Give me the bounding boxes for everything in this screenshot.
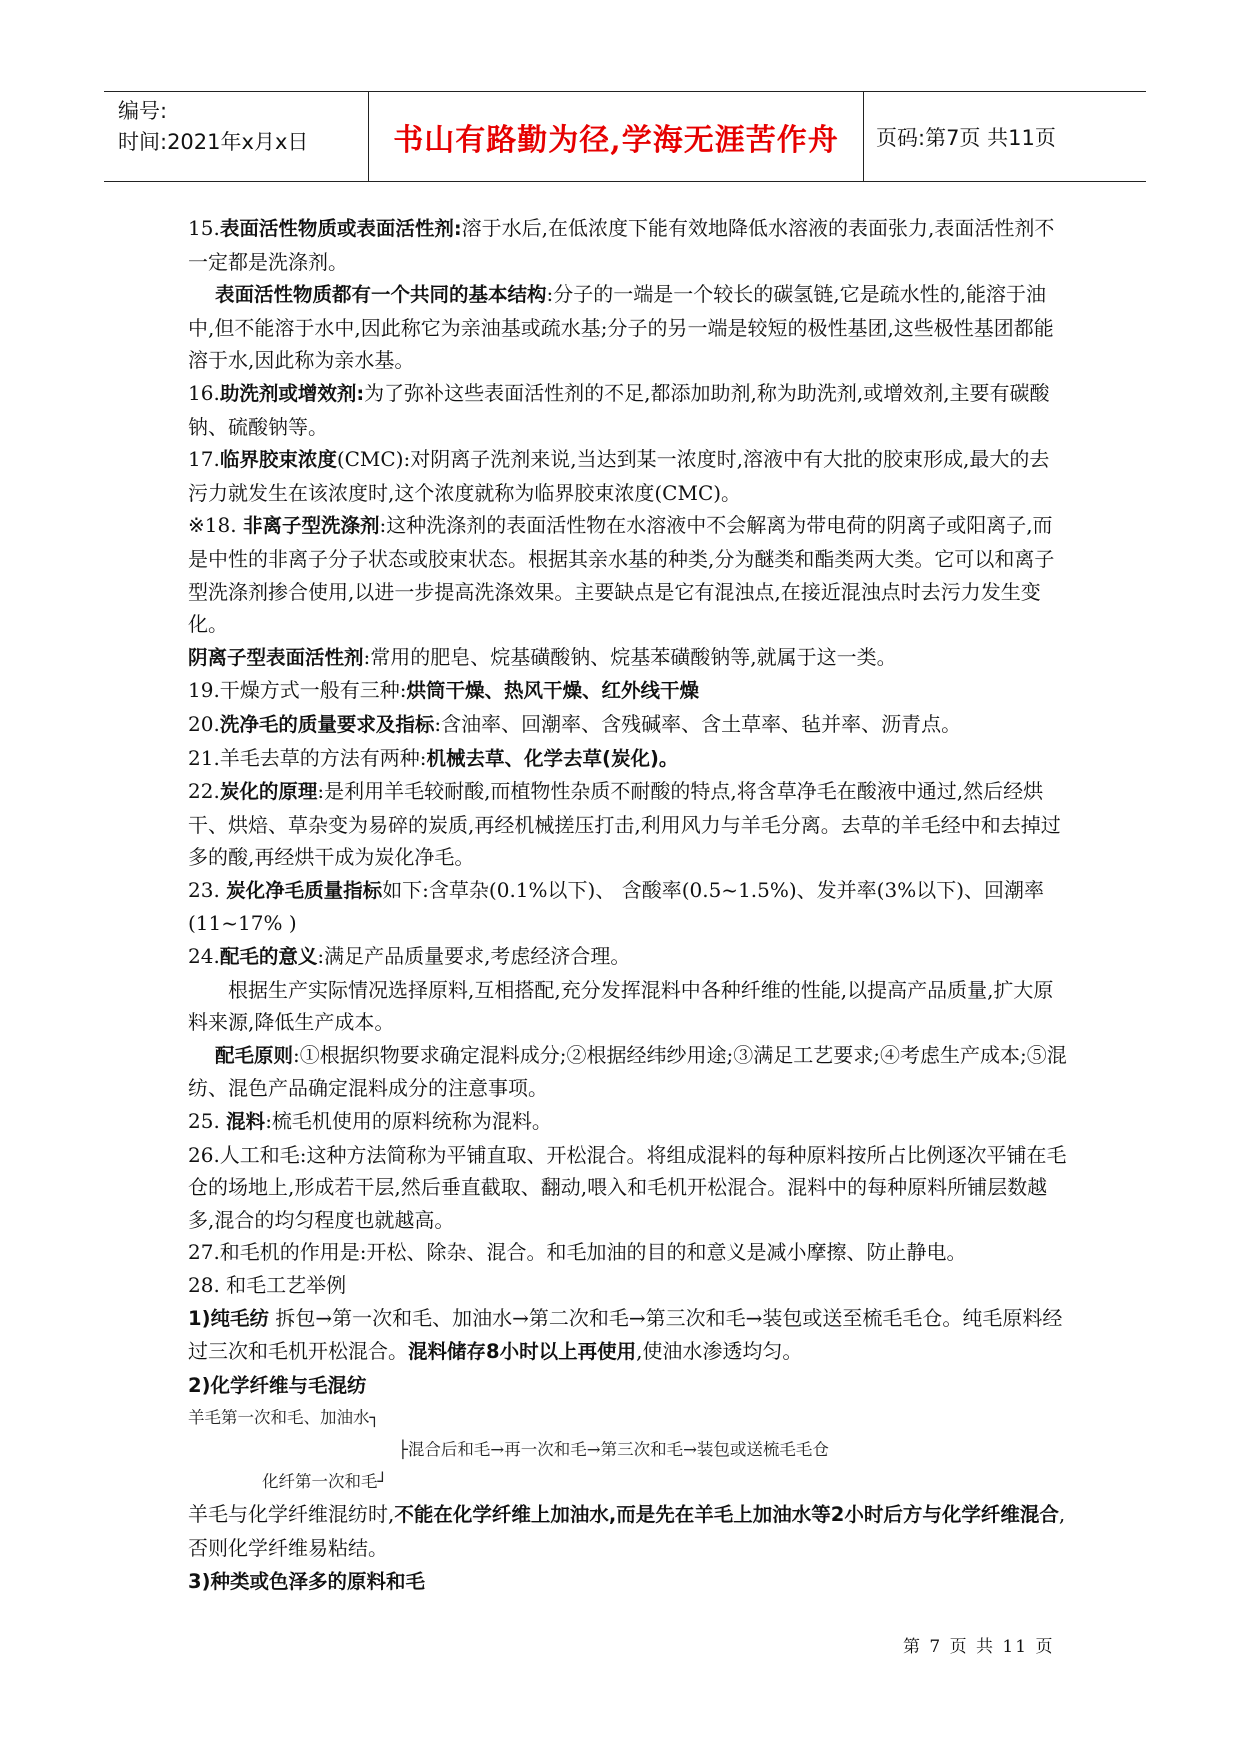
bold-text: 混料储存8小时以上再使用 — [408, 1340, 637, 1364]
paragraph-16 — [188, 377, 1068, 443]
item-number: ※18. — [188, 513, 237, 538]
paragraph-text: :含油率、回潮率、含残碱率、含土草率、毡并率、沥青点。 — [434, 711, 962, 736]
section-multi-material-heading — [188, 1565, 1068, 1599]
bold-text: 机械去草、化学去草(炭化)。 — [426, 746, 679, 770]
term-heading: 阴离子型表面活性剂 — [188, 645, 364, 669]
paragraph-text: 21.羊毛去草的方法有两种: — [188, 745, 427, 770]
process-flow-diagram — [188, 1402, 1068, 1498]
section-blend-text — [188, 1498, 1068, 1564]
paragraph-text: 羊毛与化学纤维混纺时, — [188, 1502, 395, 1527]
paragraph-15-structure — [188, 278, 1068, 377]
paragraph-text: :是利用羊毛较耐酸,而植物性杂质不耐酸的特点,将含草净毛在酸液中通过,然后经烘干、烘焙、草杂变为易碎的炭质,再经机械搓压打击,利用风力与羊毛分离。去草的羊毛经中和去掉过多的酸,再经烘干成为炭化净毛。 — [188, 779, 1061, 870]
paragraph-17 — [188, 443, 1068, 509]
paragraph-text: 28. 和毛工艺举例 — [188, 1273, 347, 1297]
term-heading: 配毛的意义 — [219, 945, 318, 969]
paragraph-text: 根据生产实际情况选择原料,互相搭配,充分发挥混料中各种纤维的性能,以提高产品质量,扩大原料来源,降低生产成本。 — [188, 977, 1054, 1035]
flow-line-merge: ├混合后和毛→再一次和毛→第三次和毛→装包或送梳毛毛仓 — [398, 1440, 829, 1460]
term-heading: 表面活性物质都有一个共同的基本结构 — [215, 283, 547, 307]
bold-text: 烘筒干燥、热风干燥、红外线干燥 — [406, 679, 700, 703]
paragraph-text: ,使油水渗透均匀。 — [636, 1339, 803, 1364]
paragraph-text: :满足产品质量要求,考虑经济合理。 — [317, 944, 631, 969]
term-heading: 表面活性物质或表面活性剂: — [219, 217, 462, 240]
item-number: 17. — [188, 447, 220, 472]
paragraph-text: 27.和毛机的作用是:开松、除杂、混合。和毛加油的目的和意义是减小摩擦、防止静电。 — [188, 1240, 967, 1265]
document-time-label: 时间:2021年x月x日 — [118, 130, 309, 154]
paragraph-21 — [188, 742, 1068, 776]
paragraph-text: 为了弥补这些表面活性剂的不足,都添加助剂,称为助洗剂,或增效剂,主要有碳酸钠、硫酸钠等。 — [188, 380, 1050, 439]
term-heading: 混料 — [226, 1110, 266, 1134]
paragraph-text: 如下:含草杂(0.1%以下)、 含酸率(0.5~1.5%)、发并率(3%以下)、回潮率(11~17% ) — [188, 877, 1045, 936]
subsection-heading: 1)纯毛纺 — [188, 1306, 269, 1330]
flow-line-fiber: 化纤第一次和毛┘ — [262, 1472, 388, 1492]
term-heading: 非离子型洗涤剂 — [242, 514, 380, 538]
document-header — [104, 91, 1146, 182]
paragraph-text: :这种洗涤剂的表面活性物在水溶液中不会解离为带电荷的阴离子或阳离子,而是中性的非离子分子状态或胶束状态。根据其亲水基的种类,分为醚类和酯类两大类。它可以和离子型洗涤剂掺合使用,以进一步提高洗涤效果。主要缺点是它有混浊点,在接近混浊点时去污力发生变化。 — [188, 513, 1055, 637]
item-number: 22. — [188, 779, 220, 804]
paragraph-18 — [188, 509, 1068, 640]
paragraph-19 — [188, 674, 1068, 708]
paragraph-15 — [188, 212, 1068, 278]
paragraph-28 — [188, 1269, 1068, 1302]
header-page-number: 页码:第7页 共11页 — [876, 125, 1056, 150]
paragraph-text: :常用的肥皂、烷基磺酸钠、烷基苯磺酸钠等,就属于这一类。 — [363, 644, 897, 669]
term-heading: 炭化的原理 — [219, 780, 318, 804]
paragraph-22 — [188, 775, 1068, 874]
paragraph-text: :梳毛机使用的原料统称为混料。 — [265, 1109, 552, 1134]
document-body — [188, 212, 1068, 1598]
paragraph-text: ,否则化学纤维易粘结。 — [188, 1502, 1066, 1560]
section-blend-heading — [188, 1369, 1068, 1403]
paragraph-text: 溶于水后,在低浓度下能有效地降低水溶液的表面张力,表面活性剂不一定都是洗涤剂。 — [188, 216, 1055, 274]
paragraph-24-detail — [188, 974, 1068, 1039]
subsection-heading: 3)种类或色泽多的原料和毛 — [188, 1569, 425, 1593]
paragraph-24-principles — [188, 1039, 1068, 1105]
paragraph-text: 19.干燥方式一般有三种: — [188, 678, 407, 703]
bold-text: 不能在化学纤维上加油水,而是先在羊毛上加油水等2小时后方与化学纤维混合 — [394, 1503, 1059, 1527]
paragraph-18-anionic — [188, 641, 1068, 675]
paragraph-24 — [188, 940, 1068, 974]
term-heading: 临界胶束浓度 — [219, 448, 337, 472]
paragraph-26 — [188, 1139, 1068, 1237]
flow-line-wool: 羊毛第一次和毛、加油水┐ — [188, 1408, 380, 1428]
term-heading: 洗净毛的质量要求及指标 — [219, 712, 435, 736]
header-meta-cell — [104, 92, 369, 181]
term-heading: 配毛原则 — [215, 1043, 294, 1067]
paragraph-text: 拆包→第一次和毛、加油水→第二次和毛→第三次和毛→装包或送至梳毛毛仓。纯毛原料经过三次和毛机开松混合。 — [188, 1305, 1063, 1364]
term-heading: 炭化净毛质量指标 — [226, 878, 383, 902]
subsection-heading: 2)化学纤维与毛混纺 — [188, 1373, 367, 1397]
paragraph-27 — [188, 1236, 1068, 1269]
item-number: 20. — [188, 711, 220, 736]
item-number: 16. — [188, 380, 220, 405]
paragraph-25 — [188, 1105, 1068, 1139]
item-number: 25. — [188, 1109, 220, 1134]
paragraph-23 — [188, 874, 1068, 940]
section-pure-wool — [188, 1302, 1068, 1369]
paragraph-text: (CMC):对阴离子洗剂来说,当达到某一浓度时,溶液中有大批的胶束形成,最大的去污力就发生在该浓度时,这个浓度就称为临界胶束浓度(CMC)。 — [188, 447, 1050, 505]
paragraph-text: :①根据织物要求确定混料成分;②根据经纬纱用途;③满足工艺要求;④考虑生产成本;⑤混纺、混色产品确定混料成分的注意事项。 — [188, 1042, 1067, 1101]
paragraph-20 — [188, 708, 1068, 742]
item-number: 15. — [188, 216, 220, 240]
header-motto: 书山有路勤为径,学海无涯苦作舟 — [369, 92, 864, 181]
term-heading: 助洗剂或增效剂: — [219, 381, 365, 405]
item-number: 24. — [188, 944, 220, 969]
document-number-label: 编号: — [118, 99, 168, 123]
page-footer: 第 7 页 共 11 页 — [903, 1637, 1055, 1657]
paragraph-text: 26.人工和毛:这种方法简称为平铺直取、开松混合。将组成混料的每种原料按所占比例逐次平铺在毛仓的场地上,形成若干层,然后垂直截取、翻动,喂入和毛机开松混合。混料中的每种原料所铺层数越多,混合的均匀程度也就越高。 — [188, 1142, 1067, 1232]
item-number: 23. — [188, 877, 220, 902]
paragraph-text: :分子的一端是一个较长的碳氢链,它是疏水性的,能溶于油中,但不能溶于水中,因此称它为亲油基或疏水基;分子的另一端是较短的极性基团,这些极性基团都能溶于水,因此称为亲水基。 — [188, 282, 1054, 373]
